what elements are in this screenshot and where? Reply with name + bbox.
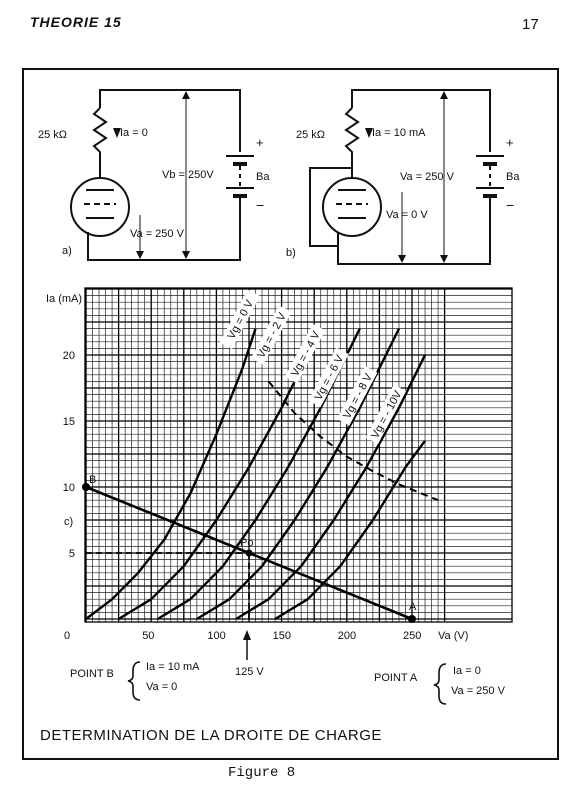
circuit-a-top-wire	[100, 90, 240, 152]
point-a-line1: Ia = 0	[453, 665, 481, 677]
circuit-b-label: b)	[286, 247, 296, 259]
series-label: Vg = - 10V	[369, 388, 405, 441]
series-label: Vg = - 4 V	[289, 329, 323, 379]
chart-ylabel: Ia (mA)	[46, 293, 83, 305]
x-tick-label: 50	[142, 630, 155, 642]
circuit-b-arrowhead-top	[440, 91, 448, 99]
circuit-b-va-arrowhead	[398, 255, 406, 263]
point-a-line2: Va = 250 V	[451, 685, 505, 697]
circuit-b-battery-label: Ba	[506, 171, 520, 183]
circuit-b-tube	[323, 178, 381, 236]
page-number: 17	[522, 16, 539, 33]
circuit-b-plus: +	[506, 135, 514, 150]
circuit-a-current-label: Ia = 0	[120, 127, 148, 139]
point-b-line2: Va = 0	[146, 681, 178, 693]
circuit-b-top-wire	[352, 90, 490, 152]
circuit-a-minus: −	[256, 197, 265, 213]
y-tick-label: 5	[68, 548, 75, 560]
circuit-a-anode-label: Va = 250 V	[130, 228, 184, 240]
circuit-a-arrowhead-top	[182, 91, 190, 99]
circuit-a-supply-label: Vb = 250V	[162, 169, 214, 181]
series-label: Vg = - 6 V	[312, 353, 347, 403]
va-125-label: 125 V	[235, 666, 264, 678]
chart-xlabel: Va (V)	[438, 630, 469, 642]
y-tick-label: 10	[62, 482, 75, 494]
chart-panel-label: c)	[64, 516, 74, 528]
point-a-title: POINT A	[374, 672, 418, 684]
circuit-b-current-label: Ia = 10 mA	[372, 127, 426, 139]
y-tick-label: 20	[62, 350, 75, 362]
circuit-a-resistor-label: 25 kΩ	[38, 129, 68, 141]
operating-point-label: Po	[240, 537, 254, 549]
x-tick-label: 0	[64, 630, 71, 642]
series-label: Vg = - 8 V	[341, 371, 375, 421]
point-b-line1: Ia = 10 mA	[146, 661, 200, 673]
circuit-a-arrowhead-bottom	[182, 251, 190, 259]
x-tick-label: 150	[272, 630, 291, 642]
characteristic-chart	[63, 288, 512, 642]
circuit-b-arrowhead-bottom	[440, 255, 448, 263]
series-label: Vg = - 2 V	[255, 311, 289, 361]
circuit-a-resistor	[94, 108, 106, 178]
x-tick-label: 250	[403, 630, 422, 642]
va-125-arrowhead	[243, 630, 251, 640]
figure-number: Figure 8	[228, 765, 296, 781]
point-a-brace	[434, 664, 446, 704]
series-label-group	[220, 289, 261, 349]
x-tick-label: 200	[337, 630, 357, 642]
circuit-a-tube	[71, 178, 129, 236]
series-label: Vg = 0 V	[225, 298, 256, 342]
point-b-label: B	[89, 474, 97, 486]
circuit-b-supply-label: Va = 250 V	[400, 171, 454, 183]
circuit-b-minus: −	[506, 197, 515, 213]
series-label-group	[285, 324, 326, 384]
circuit-b-resistor-label: 25 kΩ	[296, 129, 326, 141]
point-b-title: POINT B	[70, 668, 114, 680]
circuit-b-cathode-wire	[338, 196, 490, 264]
point-a-marker	[408, 615, 416, 623]
circuit-a-battery-label: Ba	[256, 171, 270, 183]
circuit-a-va-arrowhead	[136, 251, 144, 259]
circuit-a-plus: +	[256, 135, 264, 150]
circuit-b-anode-label: Va = 0 V	[386, 209, 428, 221]
circuit-a-label: a)	[62, 245, 72, 257]
point-a-label: A	[409, 601, 417, 613]
figure-caption: DETERMINATION DE LA DROITE DE CHARGE	[40, 727, 382, 744]
y-tick-label: 15	[62, 416, 75, 428]
x-tick-label: 100	[207, 630, 226, 642]
operating-point-marker	[246, 550, 253, 557]
point-b-brace	[128, 662, 140, 700]
running-header: THEORIE 15	[30, 14, 122, 30]
